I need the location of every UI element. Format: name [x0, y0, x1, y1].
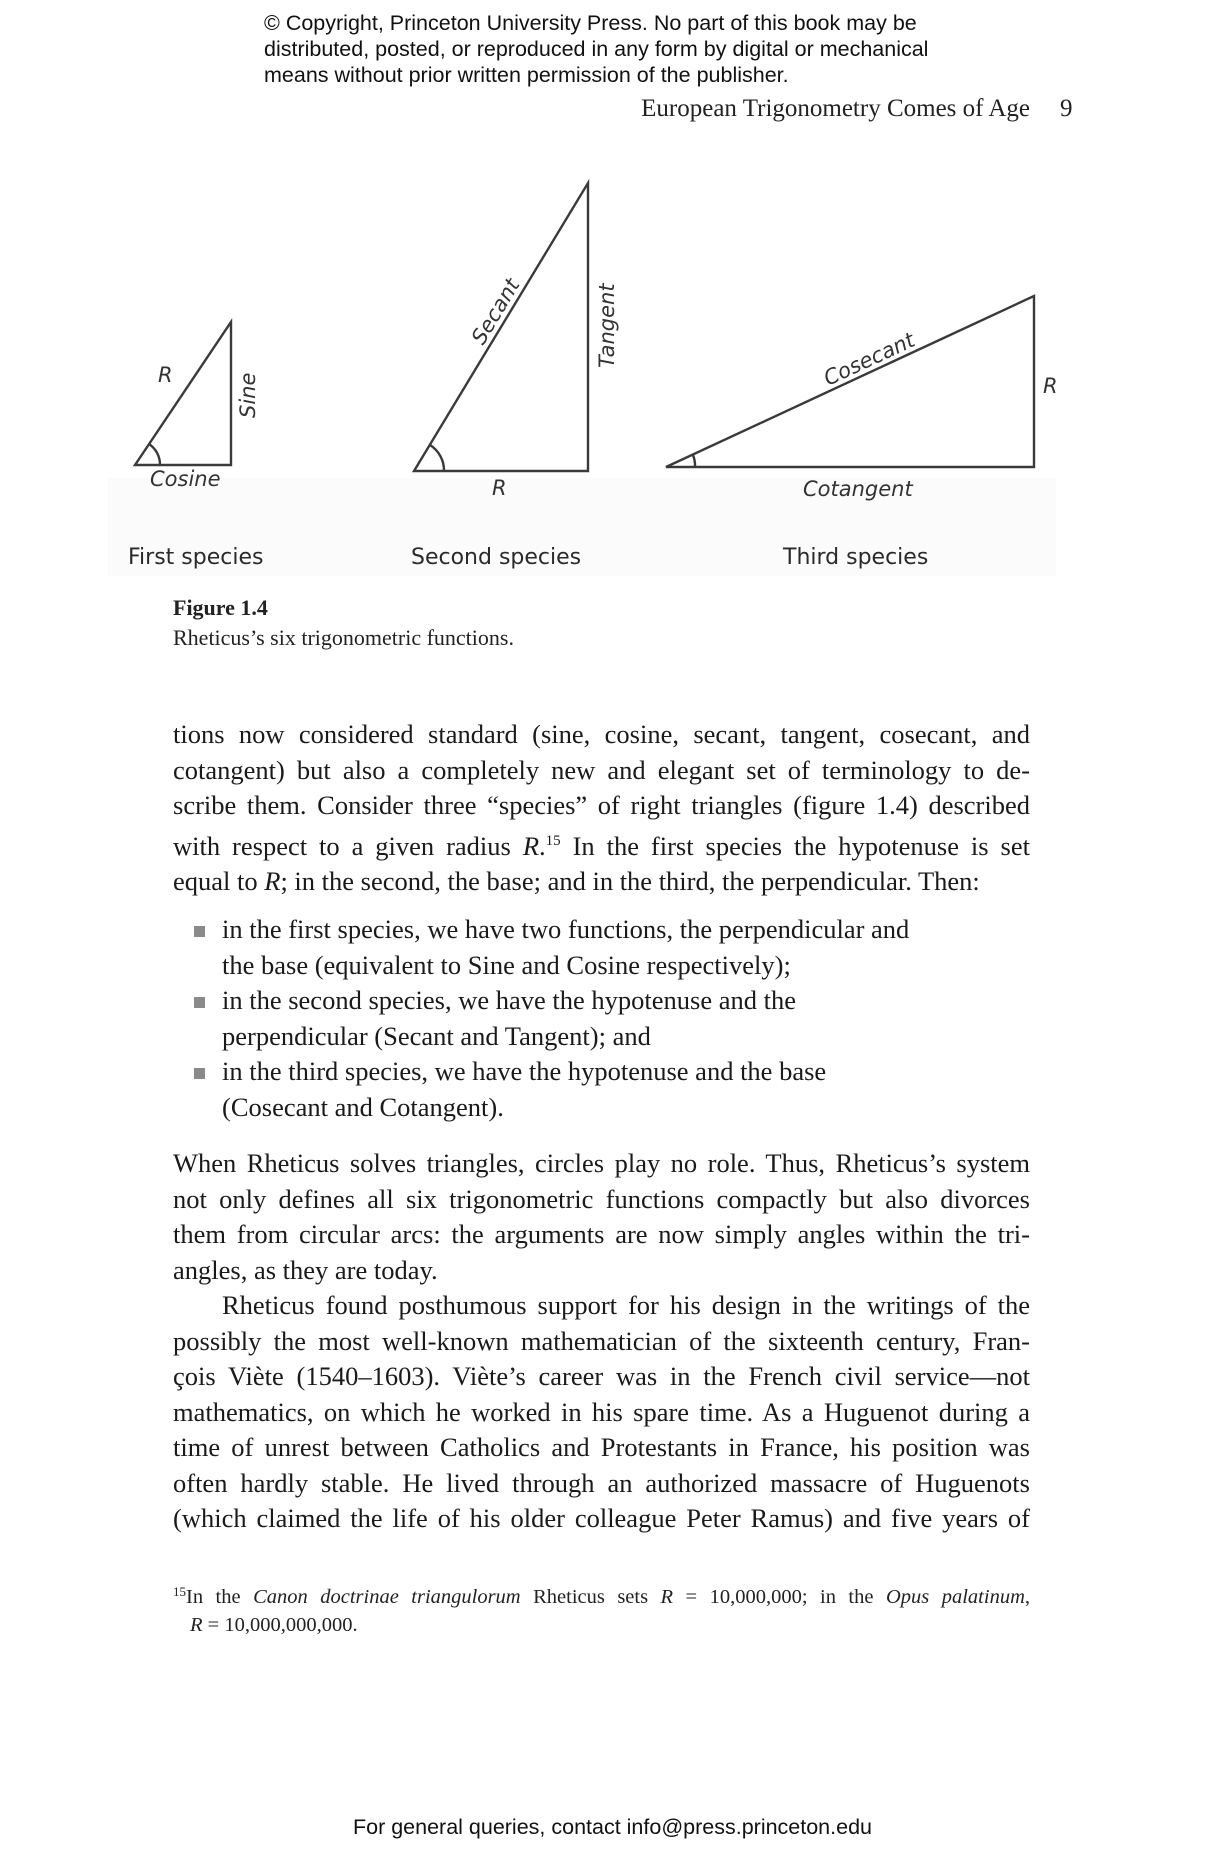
- text-line: not only defines all six trigonometric functions compactly but also divorces: [173, 1183, 1030, 1214]
- text-line: çois Viète (1540–1603). Viète’s career was in the French civil service—not: [173, 1361, 1030, 1391]
- triangles-diagram: [0, 0, 1225, 600]
- italic-title: Canon doctrinae triangulorum: [253, 1586, 521, 1608]
- paragraph-3: [173, 1288, 1030, 1537]
- second-base-label: R: [492, 476, 507, 500]
- second-species-triangle: [414, 183, 588, 471]
- bullet-line: in the first species, we have two functions, the perpendicular and: [222, 914, 910, 944]
- footnote-line: [173, 1611, 1030, 1639]
- third-species-triangle: [666, 296, 1034, 467]
- first-perpendicular-label: Sine: [236, 372, 260, 418]
- text-line: mathematics, on which he worked in his spare time. As a Huguenot during a: [173, 1396, 1030, 1427]
- running-title: European Trigonometry Comes of Age: [641, 95, 1030, 122]
- square-bullet-icon: [194, 1068, 205, 1079]
- text-line: scribe them. Consider three “species” of right triangles (figure 1.4) described: [173, 790, 1030, 820]
- footnote-15: [173, 1578, 1030, 1639]
- text-line: often hardly stable. He lived through an authorized massacre of Huguenots: [173, 1467, 1030, 1498]
- square-bullet-icon: [194, 997, 205, 1008]
- square-bullet-icon: [194, 926, 205, 937]
- text-line: When Rheticus solves triangles, circles play no role. Thus, Rheticus’s system: [173, 1148, 1030, 1178]
- text-segment: In the: [186, 1586, 254, 1608]
- paragraph-2: [173, 1146, 1030, 1288]
- paragraph-1: [173, 717, 1030, 900]
- bullet-item: [194, 1054, 994, 1125]
- bullet-line: in the third species, we have the hypotenuse and the base: [222, 1056, 827, 1086]
- text-segment: = 10,000,000,000.: [202, 1614, 358, 1636]
- third-species-label: Third species: [783, 545, 929, 570]
- text-line: angles, as they are today.: [173, 1254, 438, 1285]
- text-segment: equal to: [173, 866, 265, 896]
- footer-contact: For general queries, contact info@press.princeton.edu: [352, 1815, 872, 1839]
- text-line: (which claimed the life of his older colleague Peter Ramus) and five years of: [173, 1503, 1030, 1533]
- figure-caption-text: Rheticus’s six trigonometric functions.: [173, 625, 514, 650]
- third-hypotenuse-label: Cosecant: [820, 327, 919, 391]
- bullet-line: the base (equivalent to Sine and Cosine respectively);: [222, 949, 791, 980]
- first-species-label: First species: [128, 545, 264, 570]
- text-segment: = 10,000,000; in the: [673, 1586, 886, 1608]
- figure-1-4: [0, 0, 1225, 600]
- text-line: cotangent) but also a completely new and elegant set of terminology to de-: [173, 754, 1030, 785]
- bullet-line: (Cosecant and Cotangent).: [222, 1091, 504, 1122]
- text-line: them from circular arcs: the arguments are now simply angles within the tri-: [173, 1219, 1030, 1249]
- text-line: possibly the most well-known mathematician of the sixteenth century, Fran-: [173, 1325, 1030, 1356]
- footnote-number: 15: [173, 1584, 186, 1599]
- text-line: tions now considered standard (sine, cosine, secant, tangent, cosecant, and: [173, 719, 1030, 749]
- second-species-label: Second species: [411, 545, 582, 570]
- footnote-line: [173, 1578, 1030, 1611]
- text-line: with respect to a given radius R.$^{15}$ In the first species the hypotenuse is set: [173, 830, 1030, 861]
- third-perpendicular-label: R: [1043, 374, 1058, 398]
- copyright-line: distributed, posted, or reproduced in any form by digital or mechanical: [264, 37, 929, 61]
- text-segment: ; in the second, the base; and in the third, the perpendicular. Then:: [280, 866, 980, 896]
- bullet-item: [194, 912, 994, 983]
- italic-R: R: [660, 1586, 674, 1608]
- page-number: 9: [1060, 95, 1073, 122]
- first-hypotenuse-label: R: [158, 363, 173, 387]
- text-segment: with respect to a given radius: [173, 830, 523, 861]
- text-line: [173, 864, 1030, 900]
- bullet-line: perpendicular (Secant and Tangent); and: [222, 1020, 651, 1051]
- footnote-ref[interactable]: 15: [545, 832, 561, 849]
- figure-caption-title: Figure 1.4: [173, 595, 268, 620]
- text-line: Rheticus found posthumous support for his design in the writings of the: [222, 1290, 1030, 1320]
- text-line: time of unrest between Catholics and Protestants in France, his position was: [173, 1432, 1030, 1462]
- first-species-triangle: [135, 322, 231, 465]
- bullet-line: in the second species, we have the hypotenuse and the: [222, 985, 796, 1015]
- copyright-line: © Copyright, Princeton University Press. No part of this book may be: [264, 11, 917, 35]
- italic-R: R: [190, 1614, 203, 1636]
- first-base-label: Cosine: [150, 467, 221, 491]
- second-hypotenuse-label: Secant: [466, 274, 525, 349]
- italic-R: R: [264, 866, 281, 896]
- copyright-line: means without prior written permission of the publisher.: [264, 63, 789, 87]
- text-segment: Rheticus sets: [520, 1586, 661, 1608]
- italic-title: Opus palatinum: [885, 1586, 1025, 1608]
- text-segment: In the first species the hypotenuse is set: [560, 830, 1030, 861]
- bullet-list: [194, 912, 994, 1125]
- italic-R: R: [522, 830, 539, 861]
- third-base-label: Cotangent: [803, 477, 913, 501]
- second-perpendicular-label: Tangent: [595, 283, 619, 368]
- bullet-item: [194, 983, 994, 1054]
- text-segment: ,: [1024, 1586, 1030, 1608]
